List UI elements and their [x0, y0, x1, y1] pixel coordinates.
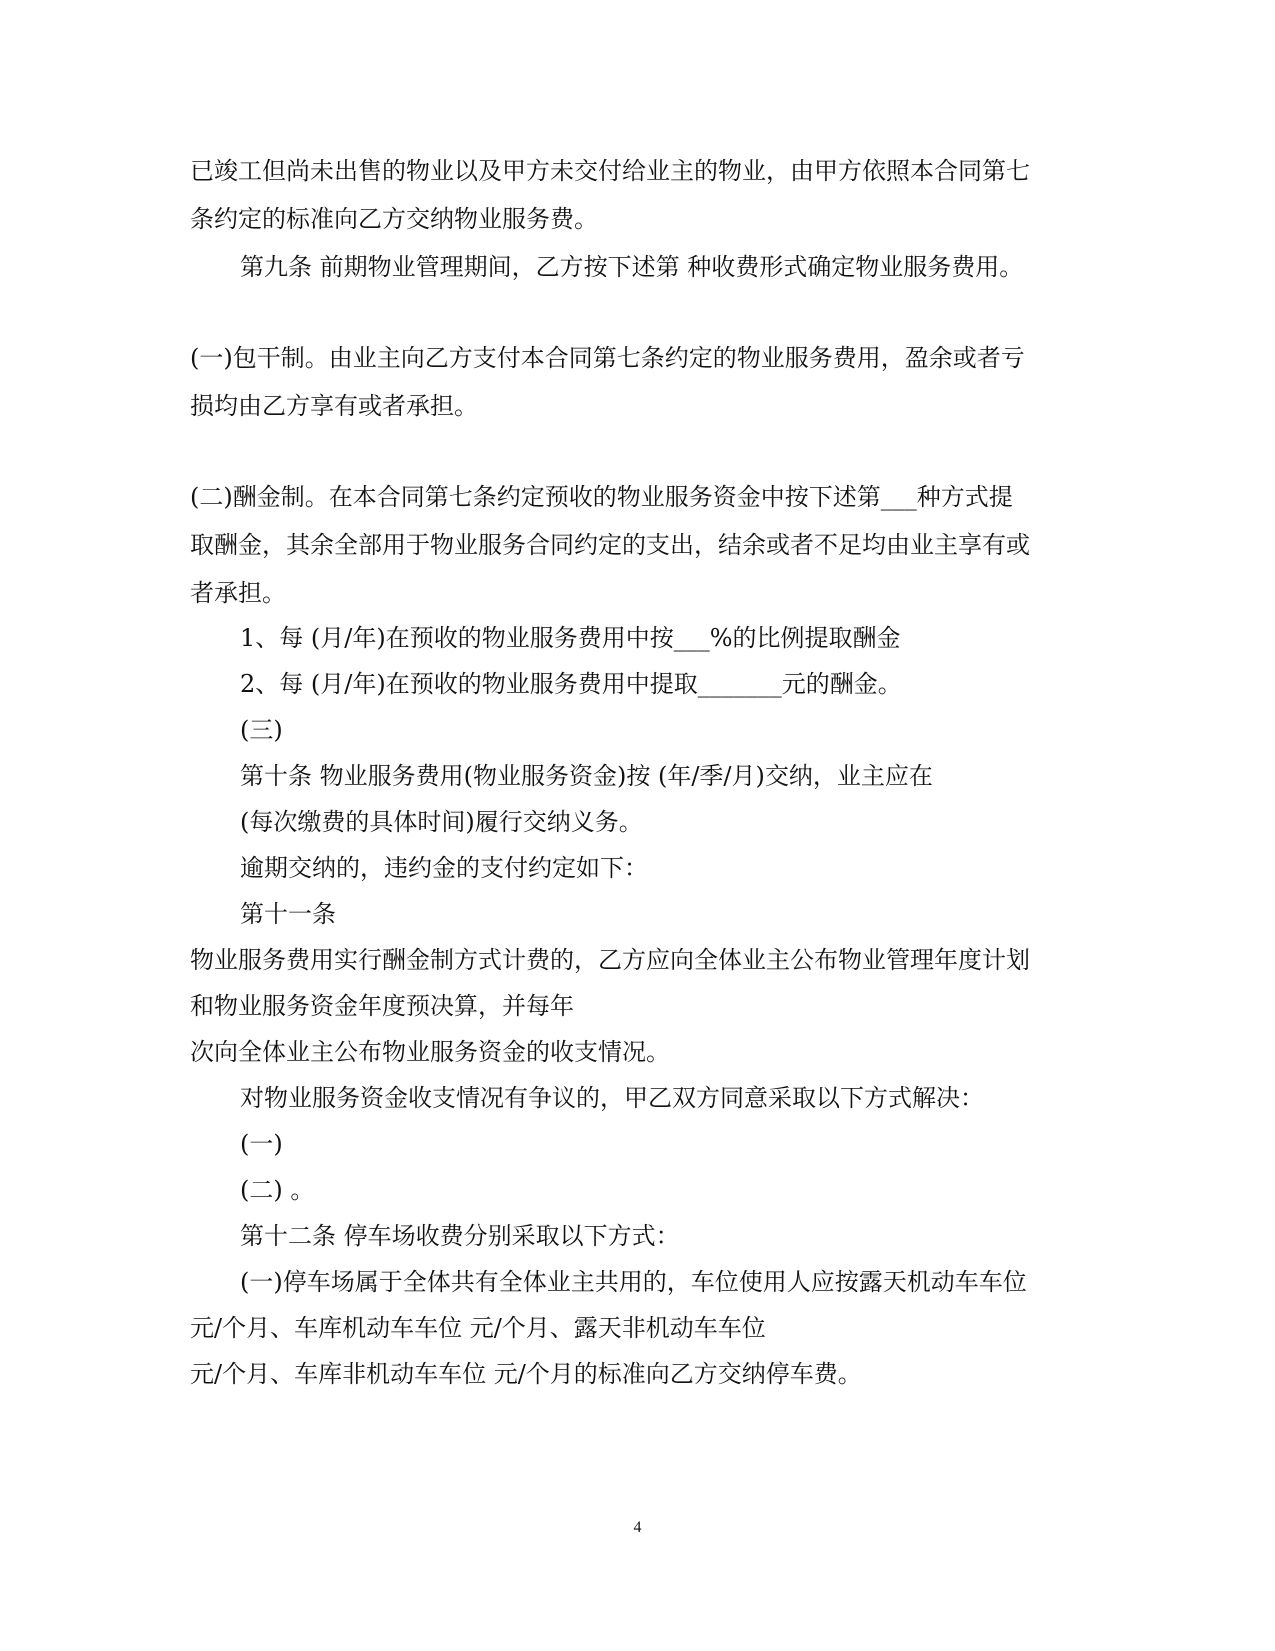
text-line: 逾期交纳的，违约金的支付约定如下：: [240, 854, 648, 882]
article-12-heading: 第十二条 停车场收费分别采取以下方式：: [240, 1222, 680, 1250]
text-line: 次向全体业主公布物业服务资金的收支情况。: [190, 1038, 670, 1066]
page-number: 4: [633, 1519, 642, 1536]
text-line: (一)包干制。由业主向乙方支付本合同第七条约定的物业服务费用，盈余或者亏: [190, 344, 1025, 372]
text-line: 元/个月、车库非机动车车位 元/个月的标准向乙方交纳停车费。: [190, 1360, 862, 1388]
article-10-heading: 第十条 物业服务费用(物业服务资金)按 (年/季/月)交纳，业主应在: [240, 762, 933, 790]
text-line: 物业服务费用实行酬金制方式计费的，乙方应向全体业主公布物业管理年度计划: [190, 946, 1030, 974]
text-line: (一): [240, 1130, 283, 1158]
text-line: 取酬金，其余全部用于物业服务合同约定的支出，结余或者不足均由业主享有或: [190, 531, 1030, 559]
text-line: 损均由乙方享有或者承担。: [190, 392, 478, 420]
text-line: (二)酬金制。在本合同第七条约定预收的物业服务资金中按下述第___种方式提: [190, 483, 1013, 511]
article-9-heading: 第九条 前期物业管理期间，乙方按下述第 种收费形式确定物业服务费用。: [240, 253, 1024, 281]
text-line: 2、每 (月/年)在预收的物业服务费用中提取_______元的酬金。: [240, 670, 902, 698]
text-line: 条约定的标准向乙方交纳物业服务费。: [190, 205, 598, 233]
text-line: 对物业服务资金收支情况有争议的，甲乙双方同意采取以下方式解决：: [240, 1084, 984, 1112]
text-line: (一)停车场属于全体共有全体业主共用的，车位使用人应按露天机动车车位: [240, 1268, 1027, 1296]
text-line: (三): [240, 716, 283, 744]
text-line: (每次缴费的具体时间)履行交纳义务。: [240, 808, 643, 836]
text-line: 已竣工但尚未出售的物业以及甲方未交付给业主的物业，由甲方依照本合同第七: [190, 157, 1030, 185]
article-11-heading: 第十一条: [240, 900, 336, 928]
text-line: 元/个月、车库机动车车位 元/个月、露天非机动车车位: [190, 1314, 766, 1342]
text-line: 和物业服务资金年度预决算，并每年: [190, 992, 574, 1020]
text-line: 者承担。: [190, 579, 286, 607]
text-line: 1、每 (月/年)在预收的物业服务费用中按___%的比例提取酬金: [240, 624, 901, 652]
text-line: (二) 。: [240, 1176, 315, 1204]
